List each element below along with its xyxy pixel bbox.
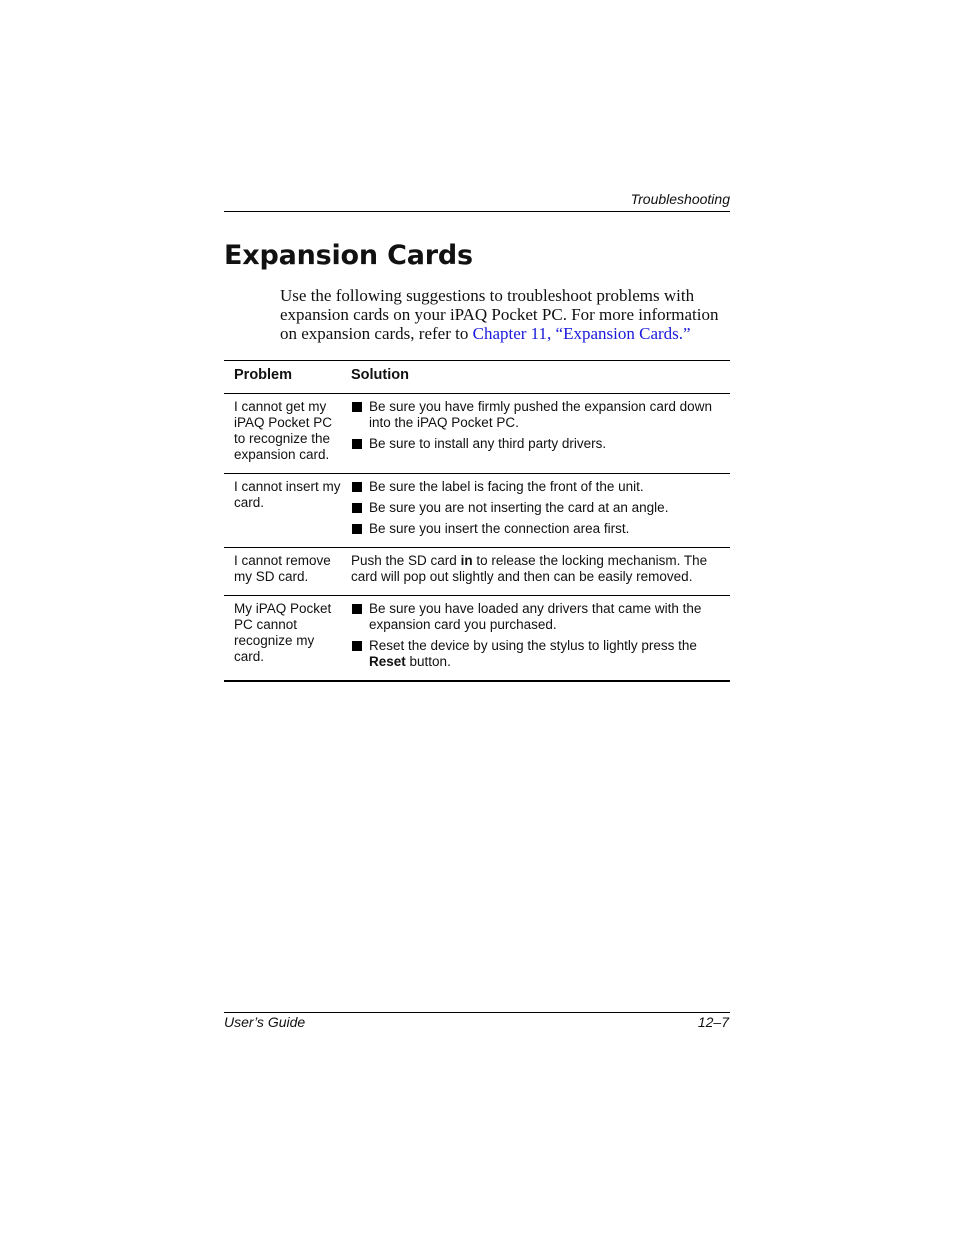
solution-list (351, 601, 730, 670)
running-head: Troubleshooting (630, 191, 730, 207)
solution-list (351, 399, 730, 452)
table-row (224, 596, 730, 682)
table-row (224, 474, 730, 548)
problem-cell: I cannot insert my card. (224, 474, 341, 548)
bullet-square-icon (352, 439, 362, 449)
footer-guide-title: User’s Guide (224, 1014, 306, 1030)
list-item: Be sure you are not inserting the card at an angle. (369, 500, 730, 516)
bullet-square-icon (352, 402, 362, 412)
chapter-11-link[interactable]: Chapter 11, “Expansion Cards.” (472, 324, 691, 343)
problem-cell: I cannot get my iPAQ Pocket PC to recognize the expansion card. (224, 394, 341, 474)
list-item: Be sure to install any third party drivers. (369, 436, 730, 452)
problem-cell: I cannot remove my SD card. (224, 548, 341, 596)
problem-cell: My iPAQ Pocket PC cannot recognize my card. (224, 596, 341, 682)
troubleshooting-table (224, 360, 730, 682)
list-item: Be sure you insert the connection area first. (369, 521, 730, 537)
bullet-square-icon (352, 641, 362, 651)
solution-list (351, 479, 730, 537)
footer-rule (224, 1012, 730, 1013)
bullet-square-icon (352, 482, 362, 492)
solution-cell (341, 394, 730, 474)
intro-paragraph (280, 286, 732, 343)
list-item: Be sure you have loaded any drivers that came with the expansion card you purchased. (369, 601, 730, 633)
column-header-problem: Problem (224, 361, 341, 394)
solution-cell (341, 474, 730, 548)
solution-cell (341, 596, 730, 682)
list-item: Be sure you have firmly pushed the expansion card down into the iPAQ Pocket PC. (369, 399, 730, 431)
list-item: Reset the device by using the stylus to lightly press the Reset button. (369, 638, 730, 670)
table-row (224, 548, 730, 596)
table-row (224, 394, 730, 474)
page-number: 12–7 (697, 1014, 729, 1030)
page-title: Expansion Cards (224, 240, 473, 271)
bullet-square-icon (352, 524, 362, 534)
table-header-row (224, 361, 730, 394)
bullet-square-icon (352, 503, 362, 513)
bullet-square-icon (352, 604, 362, 614)
list-item: Be sure the label is facing the front of the unit. (369, 479, 730, 495)
column-header-solution: Solution (341, 361, 730, 394)
intro-text: Use the following suggestions to troubleshoot problems with expansion cards on your iPAQ Pocket PC. For more information on expansion cards, refer to (280, 286, 719, 343)
solution-cell: Push the SD card in to release the locking mechanism. The card will pop out slightly and then can be easily removed. (341, 548, 730, 596)
header-rule (224, 211, 730, 212)
